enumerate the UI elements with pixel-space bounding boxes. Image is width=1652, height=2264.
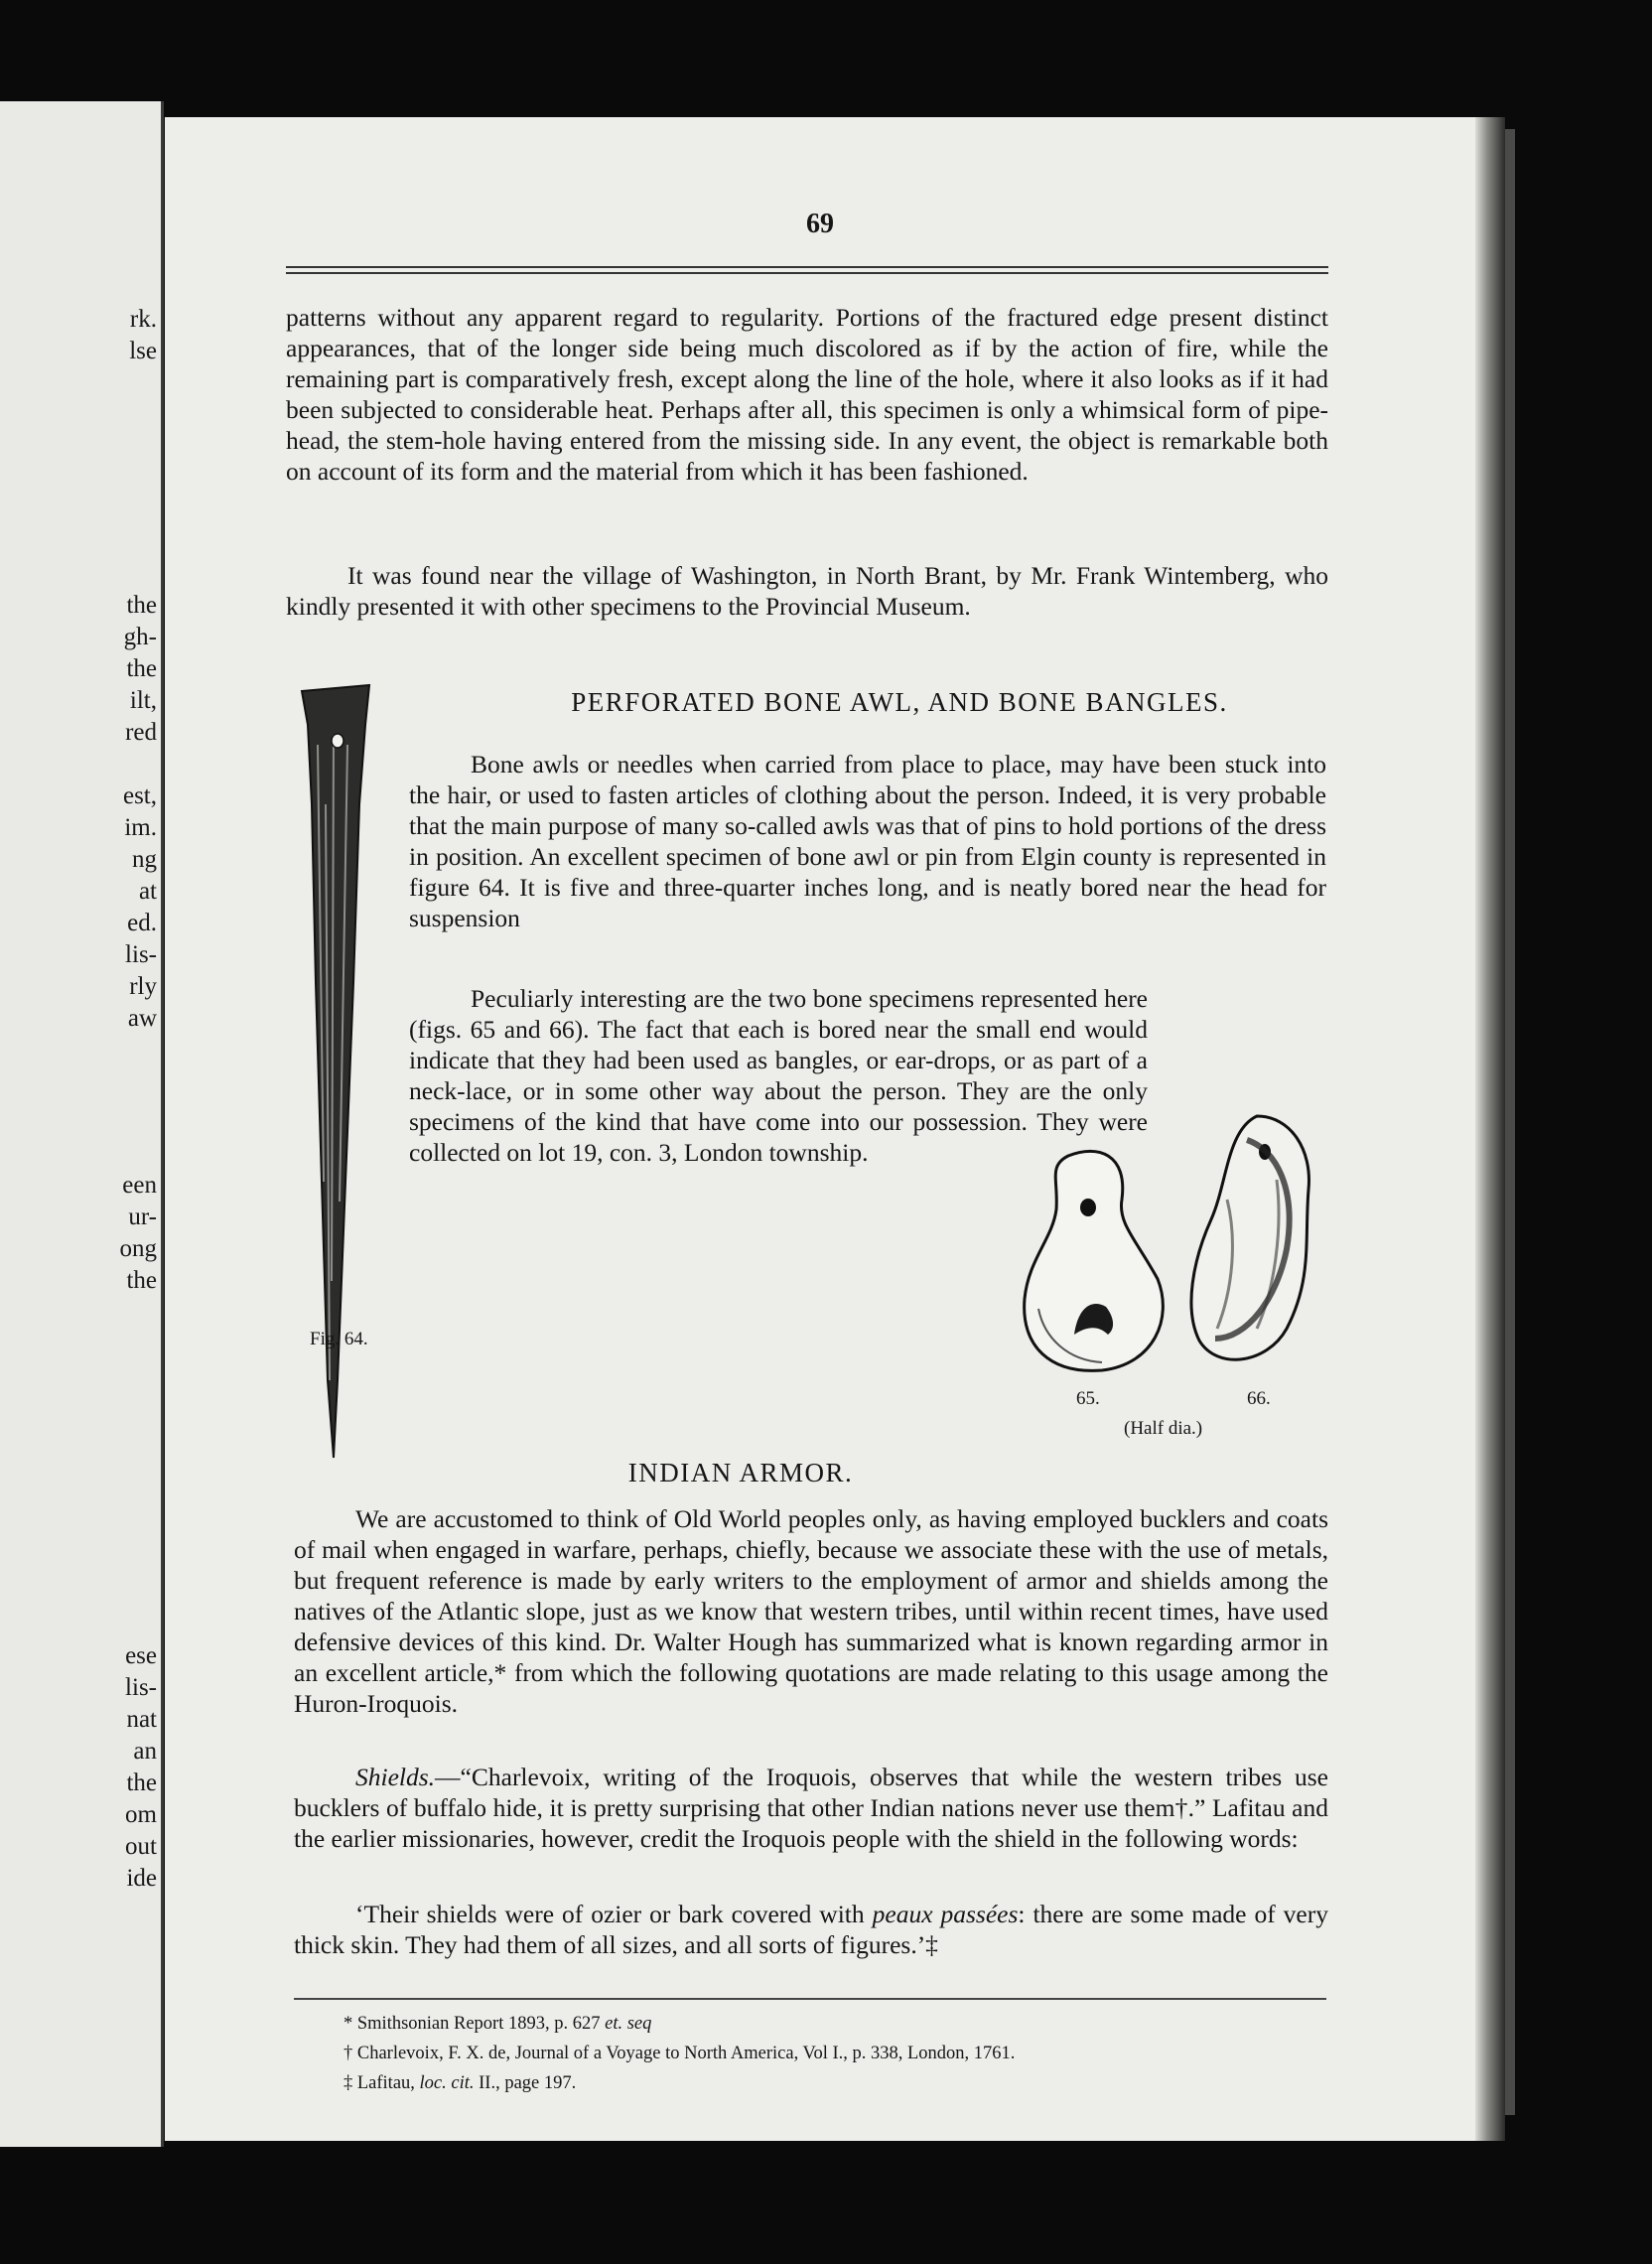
paragraph-washington: It was found near the village of Washington, in North Brant, by Mr. Frank Wintemberg, who kindly presented it with other specimens to the Provincial Museum.	[286, 561, 1328, 621]
left-page-text-fragment: een	[122, 1172, 157, 1199]
page-edge-shadow	[1475, 117, 1505, 2141]
left-page-text-fragment: the	[126, 1769, 157, 1796]
left-page-text-fragment: nat	[126, 1706, 157, 1733]
footnote1-italic: et. seq	[605, 2014, 652, 2034]
heading-indian-armor: INDIAN ARMOR.	[627, 1458, 854, 1487]
quote-text-a: ‘Their shields were of ozier or bark covered with	[355, 1900, 873, 1928]
bone-bangle-66-illustration	[1187, 1110, 1326, 1378]
footnote3-text-b: II., page 197.	[474, 2073, 577, 2093]
footnote-rule	[294, 1998, 1326, 2000]
paragraph-bone-awls: Bone awls or needles when carried from place to place, may have been stuck into the hair, or used to fasten articles of clothing about the person. Indeed, it is very probable that the main purpose of many so-called awls was that of pins to hold portions of the dress in position. An excellent specimen of bone awl or pin from Elgin county is represented in figure 64. It is five and three-quarter inches long, and is neatly bored near the head for suspension	[409, 750, 1326, 932]
footnote3-text-a: ‡ Lafitau,	[344, 2073, 420, 2093]
left-page-text-fragment: rk.	[129, 306, 157, 333]
left-page-text-fragment: ide	[126, 1865, 157, 1892]
left-page-text-fragment: the	[126, 655, 157, 682]
header-rule	[286, 266, 1328, 268]
left-page-text-fragment: an	[133, 1738, 157, 1765]
shields-text: —“Charlevoix, writing of the Iroquois, observes that while the western tribes use bucklers of buffalo hide, it is pretty surprising that other Indian nations never use them†.” Lafitau and the earlier missionaries, however, credit the Iroquois people with the shield in the following words:	[294, 1763, 1328, 1853]
left-page-text-fragment: est,	[122, 782, 157, 809]
left-page-text-fragment: lis-	[125, 941, 157, 968]
paragraph-shields	[294, 1762, 1328, 1854]
paragraph-lafitau-quote	[294, 1899, 1328, 1960]
left-page-text-fragment: aw	[127, 1005, 157, 1032]
fig64-caption: Fig. 64.	[310, 1329, 368, 1349]
left-page-text-fragment: ur-	[128, 1203, 157, 1230]
left-page-fragment	[0, 101, 164, 2147]
paragraph-bangles: Peculiarly interesting are the two bone specimens represented here (figs. 65 and 66). The fact that each is bored near the small end would indicate that they had been used as bangles, or ear-drops, or as part of a neck-lace, or in some other way about the person. They are the only specimens of the kind that have come into our possession. They were collected on lot 19, con. 3, London township.	[409, 984, 1148, 1167]
footnote-lafitau	[344, 2069, 1336, 2097]
quote-italic: peaux passées	[872, 1900, 1019, 1928]
footnote-smithsonian	[344, 2010, 1336, 2038]
heading-bone-awl: PERFORATED BONE AWL, AND BONE BANGLES.	[571, 687, 1228, 717]
page-number: 69	[806, 209, 834, 239]
left-page-text-fragment: lse	[129, 338, 157, 364]
fig65-label: 65.	[1076, 1388, 1100, 1409]
left-page-text-fragment: ong	[119, 1235, 157, 1262]
left-page-text-fragment: om	[125, 1801, 157, 1828]
book-page	[165, 117, 1475, 2141]
footnote3-italic: loc. cit.	[419, 2073, 475, 2093]
left-page-text-fragment: at	[138, 878, 157, 905]
paragraph-pipe-head: patterns without any apparent regard to regularity. Portions of the fractured edge present distinct appearances, that of the longer side being much discolored as if by the action of fire, while the remaining part is comparatively fresh, except along the line of the hole, where it also looks as if it had been subjected to considerable heat. Perhaps after all, this specimen is only a whimsical form of pipe-head, the stem-hole having entered from the missing side. In any event, the object is remarkable both on account of its form and the material from which it has been fashioned.	[286, 303, 1328, 486]
left-page-text-fragment: the	[126, 592, 157, 619]
left-page-text-fragment: red	[125, 719, 157, 746]
left-page-text-fragment: ed.	[127, 910, 157, 936]
fig66-label: 66.	[1247, 1388, 1271, 1409]
left-page-text-fragment: ng	[132, 846, 157, 873]
quote-text-b: : there are some made of very thick skin. They had them of all sizes, and all sorts of figures.’‡	[294, 1900, 1328, 1959]
shields-label: Shields.	[355, 1763, 436, 1791]
left-page-text-fragment: rly	[129, 973, 157, 1000]
bone-bangle-65-illustration	[1019, 1140, 1168, 1378]
footnote1-text: * Smithsonian Report 1893, p. 627	[344, 2014, 606, 2034]
left-page-text-fragment: lis-	[125, 1674, 157, 1701]
left-page-text-fragment: im.	[124, 814, 157, 841]
left-page-text-fragment: ese	[125, 1642, 157, 1669]
left-page-text-fragment: gh-	[123, 624, 157, 650]
left-page-text-fragment: ilt,	[129, 687, 157, 714]
book-edge	[1505, 129, 1515, 2115]
half-diameter-note: (Half dia.)	[1124, 1418, 1203, 1439]
footnote-charlevoix: † Charlevoix, F. X. de, Journal of a Voyage to North America, Vol I., p. 338, London, 1761.	[344, 2044, 1016, 2063]
left-page-text-fragment: the	[126, 1267, 157, 1294]
paragraph-armor: We are accustomed to think of Old World peoples only, as having employed bucklers and coats of mail when engaged in warfare, perhaps, chiefly, because we associate these with the use of metals, but frequent reference is made by early writers to the employment of armor and shields among the natives of the Atlantic slope, just as we know that western tribes, until within recent times, have used defensive devices of this kind. Dr. Walter Hough has summarized what is known regarding armor in an excellent article,* from which the following quotations are made relating to this usage among the Huron-Iroquois.	[294, 1504, 1328, 1718]
left-page-text-fragment: out	[125, 1833, 157, 1860]
header-rule-double	[286, 272, 1328, 274]
